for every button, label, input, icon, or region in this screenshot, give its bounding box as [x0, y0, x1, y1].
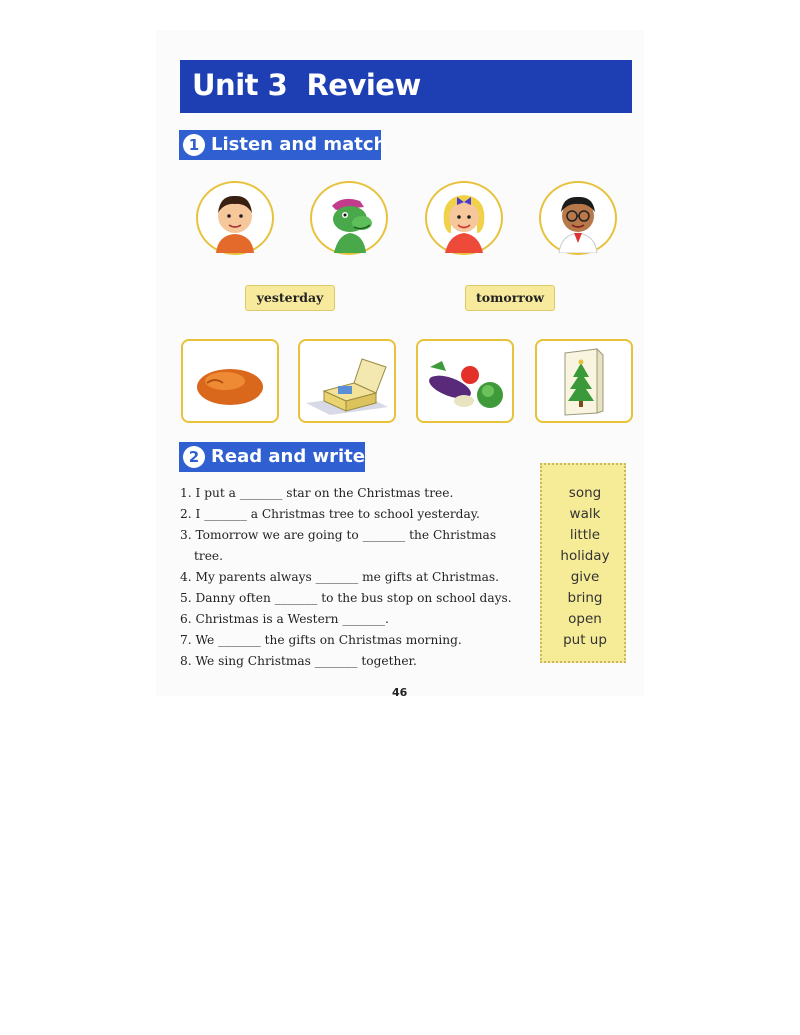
word-bank-item: song [568, 485, 602, 501]
page-number: 46 [392, 686, 408, 699]
word-bank-item: bring [567, 590, 603, 606]
dinosaur-face-icon [310, 181, 388, 255]
word-card-yesterday[interactable]: yesterday [245, 285, 335, 311]
roast-turkey-icon [181, 339, 279, 423]
section-number: 2 [183, 446, 205, 468]
section-label: Read and write [211, 446, 365, 467]
section-number: 1 [183, 134, 205, 156]
question-2: 2. I _______ a Christmas tree to school yesterday. [180, 507, 480, 521]
word-bank-item: little [569, 527, 601, 543]
vegetables-icon [416, 339, 514, 423]
word-bank-item: open [568, 611, 602, 627]
question-3: 3. Tomorrow we are going to _______ the Christmas [180, 528, 497, 542]
question-8: 8. We sing Christmas _______ together. [180, 654, 417, 668]
section-listen-and-match [179, 130, 387, 160]
glasses-boy-face-icon [539, 181, 617, 255]
question-7: 7. We _______ the gifts on Christmas morning. [180, 633, 462, 647]
question-1: 1. I put a _______ star on the Christmas tree. [180, 486, 454, 500]
title-bar [180, 60, 632, 113]
word-bank [540, 463, 626, 663]
question-4: 4. My parents always _______ me gifts at Christmas. [180, 570, 500, 584]
word-bank-item: walk [569, 506, 601, 522]
word-bank-item: put up [563, 632, 607, 648]
word-bank-item: holiday [560, 548, 610, 564]
word-bank-item: give [570, 569, 600, 585]
section-read-and-write [179, 442, 365, 472]
christmas-card-icon [535, 339, 633, 423]
question-6: 6. Christmas is a Western _______. [180, 612, 389, 626]
section-label: Listen and match [211, 134, 387, 155]
question-5: 5. Danny often _______ to the bus stop on school days. [180, 591, 512, 605]
gift-box-icon [298, 339, 396, 423]
question-3-continued: tree. [194, 549, 224, 563]
word-card-tomorrow[interactable]: tomorrow [465, 285, 555, 311]
girl-face-icon [425, 181, 503, 255]
boy-face-icon [196, 181, 274, 255]
page-title: Unit 3 Review [192, 68, 421, 102]
